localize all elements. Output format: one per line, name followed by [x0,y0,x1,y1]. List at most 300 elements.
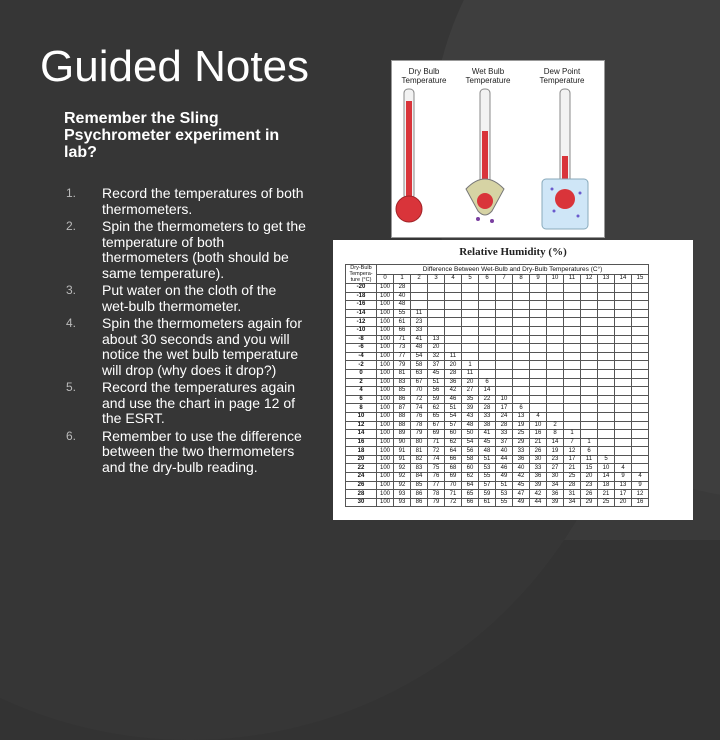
humidity-cell: 79 [411,430,428,439]
dry-bulb-temp-cell: -8 [346,335,377,344]
humidity-cell: 87 [394,404,411,413]
humidity-cell: 59 [479,490,496,499]
humidity-cell [581,387,598,396]
humidity-cell [462,344,479,353]
humidity-cell [530,326,547,335]
humidity-cell: 100 [377,498,394,507]
humidity-cell: 30 [530,455,547,464]
humidity-cell [581,301,598,310]
humidity-cell [581,404,598,413]
humidity-cell: 31 [564,490,581,499]
humidity-cell: 59 [428,395,445,404]
humidity-cell [598,378,615,387]
humidity-cell: 76 [428,473,445,482]
humidity-cell: 88 [394,412,411,421]
humidity-cell: 91 [394,455,411,464]
humidity-cell [598,361,615,370]
dry-bulb-temp-cell: 22 [346,464,377,473]
humidity-cell [632,284,649,293]
humidity-cell: 93 [394,490,411,499]
humidity-cell [462,284,479,293]
humidity-cell: 14 [479,387,496,396]
humidity-cell [445,335,462,344]
dry-bulb-label: Dry Bulb Temperature [401,67,447,85]
humidity-cell [547,412,564,421]
humidity-cell [632,318,649,327]
humidity-cell: 56 [428,387,445,396]
humidity-cell [564,284,581,293]
dry-bulb-temp-cell: -4 [346,352,377,361]
humidity-cell [632,344,649,353]
humidity-cell [615,284,632,293]
humidity-cell: 27 [462,387,479,396]
humidity-cell [479,352,496,361]
humidity-cell [479,309,496,318]
humidity-cell: 90 [394,438,411,447]
humidity-cell: 48 [394,301,411,310]
humidity-cell: 1 [564,430,581,439]
humidity-cell [615,292,632,301]
humidity-cell [598,352,615,361]
dry-bulb-temp-cell: -12 [346,318,377,327]
humidity-cell: 40 [513,464,530,473]
humidity-cell: 37 [428,361,445,370]
humidity-cell [530,344,547,353]
humidity-cell: 49 [513,498,530,507]
humidity-cell: 100 [377,490,394,499]
difference-column-header: 6 [479,274,496,284]
humidity-cell: 23 [547,455,564,464]
humidity-cell: 28 [564,481,581,490]
humidity-cell [581,421,598,430]
humidity-cell: 100 [377,335,394,344]
humidity-cell [513,326,530,335]
humidity-cell: 36 [445,378,462,387]
humidity-cell [479,318,496,327]
humidity-cell: 11 [445,352,462,361]
humidity-cell [530,361,547,370]
humidity-cell [445,284,462,293]
humidity-cell: 100 [377,369,394,378]
humidity-cell: 48 [462,421,479,430]
humidity-cell [615,430,632,439]
humidity-cell: 100 [377,318,394,327]
humidity-cell: 17 [496,404,513,413]
humidity-cell [632,464,649,473]
humidity-cell [530,335,547,344]
humidity-cell: 40 [394,292,411,301]
humidity-cell: 20 [428,344,445,353]
list-item [66,219,306,281]
humidity-cell: 20 [462,378,479,387]
humidity-cell: 100 [377,352,394,361]
humidity-cell [445,301,462,310]
table-row [346,301,649,310]
humidity-cell: 64 [445,447,462,456]
humidity-cell: 42 [530,490,547,499]
humidity-cell: 57 [445,421,462,430]
humidity-cell: 36 [547,490,564,499]
humidity-cell: 44 [530,498,547,507]
humidity-cell: 53 [496,490,513,499]
humidity-cell [632,292,649,301]
humidity-cell [445,292,462,301]
humidity-cell [632,395,649,404]
humidity-cell [496,318,513,327]
humidity-cell: 42 [445,387,462,396]
humidity-cell: 28 [479,404,496,413]
humidity-cell: 10 [496,395,513,404]
humidity-cell [513,344,530,353]
humidity-cell [615,318,632,327]
difference-column-header: 2 [411,274,428,284]
humidity-cell [462,292,479,301]
humidity-cell [496,378,513,387]
difference-column-header: 15 [632,274,649,284]
row-header: Dry-Bulb Tempera-ture (°C) [346,265,377,284]
humidity-cell: 25 [598,498,615,507]
humidity-cell: 85 [411,481,428,490]
humidity-cell [598,412,615,421]
humidity-cell [547,318,564,327]
humidity-cell: 4 [530,412,547,421]
humidity-cell: 4 [632,473,649,482]
humidity-cell [615,395,632,404]
humidity-cell: 88 [394,421,411,430]
humidity-cell [598,326,615,335]
humidity-cell: 100 [377,361,394,370]
humidity-cell: 7 [564,438,581,447]
humidity-cell [496,352,513,361]
humidity-cell [598,369,615,378]
chart-title: Relative Humidity (%) [459,246,567,258]
humidity-cell: 80 [411,438,428,447]
humidity-cell: 67 [428,421,445,430]
humidity-cell [530,309,547,318]
humidity-cell [496,387,513,396]
difference-column-header: 12 [581,274,598,284]
table-row [346,387,649,396]
humidity-cell: 54 [411,352,428,361]
humidity-cell: 86 [411,490,428,499]
humidity-cell [615,361,632,370]
humidity-cell: 30 [547,473,564,482]
humidity-cell [598,438,615,447]
humidity-cell: 39 [530,481,547,490]
humidity-cell [615,447,632,456]
humidity-cell: 51 [445,404,462,413]
humidity-cell: 73 [394,344,411,353]
humidity-cell: 100 [377,395,394,404]
list-item [66,186,306,217]
humidity-cell: 33 [530,464,547,473]
humidity-cell [547,352,564,361]
humidity-cell: 13 [428,335,445,344]
humidity-cell: 13 [615,481,632,490]
humidity-cell [598,309,615,318]
dry-bulb-temp-cell: -14 [346,309,377,318]
table-row [346,378,649,387]
humidity-cell: 11 [411,309,428,318]
difference-column-header: 8 [513,274,530,284]
humidity-cell [513,335,530,344]
humidity-cell: 100 [377,421,394,430]
humidity-cell: 28 [394,284,411,293]
humidity-table [345,264,649,507]
table-row [346,473,649,482]
humidity-cell [462,335,479,344]
humidity-cell [428,301,445,310]
humidity-cell: 14 [547,438,564,447]
humidity-cell: 23 [581,481,598,490]
humidity-cell: 26 [530,447,547,456]
humidity-cell: 51 [496,481,513,490]
table-row [346,309,649,318]
humidity-cell [462,318,479,327]
humidity-cell: 21 [530,438,547,447]
humidity-cell [496,284,513,293]
humidity-cell: 76 [411,412,428,421]
humidity-cell: 65 [428,412,445,421]
humidity-cell [428,284,445,293]
humidity-cell: 100 [377,430,394,439]
humidity-cell [564,412,581,421]
humidity-cell: 60 [445,430,462,439]
humidity-cell: 55 [479,473,496,482]
humidity-cell: 24 [496,412,513,421]
humidity-cell [564,292,581,301]
humidity-cell [632,352,649,361]
humidity-cell [530,318,547,327]
humidity-cell [632,301,649,310]
humidity-cell [632,438,649,447]
humidity-cell: 54 [462,438,479,447]
humidity-cell [581,335,598,344]
table-row [346,438,649,447]
humidity-cell [632,369,649,378]
table-row [346,335,649,344]
table-row [346,412,649,421]
humidity-cell: 72 [445,498,462,507]
humidity-cell: 36 [530,473,547,482]
humidity-cell [547,404,564,413]
humidity-cell [564,335,581,344]
humidity-cell: 41 [411,335,428,344]
humidity-cell: 57 [479,481,496,490]
humidity-cell: 100 [377,326,394,335]
humidity-cell: 92 [394,464,411,473]
humidity-cell: 26 [581,490,598,499]
wet-bulb [477,193,493,209]
humidity-cell [547,369,564,378]
humidity-cell [479,361,496,370]
humidity-cell [598,344,615,353]
humidity-cell [581,352,598,361]
humidity-cell [496,335,513,344]
humidity-cell: 18 [598,481,615,490]
list-text: Record the temperatures again and use the chart in page 12 of the ESRT. [102,379,296,426]
humidity-cell: 37 [496,438,513,447]
list-number: 4. [66,316,77,330]
humidity-cell [564,326,581,335]
humidity-cell: 82 [411,455,428,464]
humidity-cell: 10 [530,421,547,430]
humidity-cell: 38 [479,421,496,430]
humidity-cell [411,301,428,310]
humidity-cell: 58 [411,361,428,370]
humidity-cell: 64 [462,481,479,490]
thermometer-drawing [392,61,604,237]
list-text: Put water on the cloth of the wet-bulb thermometer. [102,282,277,314]
humidity-cell [479,284,496,293]
humidity-cell [547,301,564,310]
humidity-cell: 71 [394,335,411,344]
humidity-cell: 11 [581,455,598,464]
humidity-cell [530,292,547,301]
dry-bulb-temp-cell: 14 [346,430,377,439]
table-row [346,455,649,464]
humidity-cell [598,318,615,327]
humidity-cell: 25 [564,473,581,482]
humidity-cell: 81 [411,447,428,456]
humidity-cell: 43 [462,412,479,421]
humidity-cell [598,301,615,310]
humidity-cell: 83 [411,464,428,473]
dry-bulb-temp-cell: 12 [346,421,377,430]
list-number: 3. [66,283,77,297]
humidity-cell [598,284,615,293]
humidity-cell: 61 [394,318,411,327]
humidity-cell: 85 [394,387,411,396]
humidity-cell: 70 [411,387,428,396]
dry-bulb-temp-cell: 26 [346,481,377,490]
humidity-cell: 50 [462,430,479,439]
humidity-cell: 78 [411,421,428,430]
humidity-cell: 92 [394,473,411,482]
humidity-cell: 62 [445,438,462,447]
humidity-cell: 71 [445,490,462,499]
humidity-cell: 14 [598,473,615,482]
humidity-cell [547,395,564,404]
dry-bulb-temp-cell: 20 [346,455,377,464]
humidity-cell: 41 [479,430,496,439]
table-row [346,481,649,490]
humidity-cell [530,378,547,387]
humidity-cell: 100 [377,378,394,387]
humidity-cell: 36 [513,455,530,464]
humidity-cell: 28 [496,421,513,430]
humidity-cell [513,309,530,318]
humidity-cell: 16 [530,430,547,439]
dry-bulb-temp-cell: -10 [346,326,377,335]
humidity-cell [564,361,581,370]
humidity-cell: 100 [377,387,394,396]
humidity-cell: 100 [377,292,394,301]
humidity-cell: 100 [377,412,394,421]
humidity-cell [632,387,649,396]
humidity-cell: 32 [428,352,445,361]
humidity-cell: 46 [445,395,462,404]
humidity-cell [479,326,496,335]
humidity-cell [547,326,564,335]
humidity-cell [564,404,581,413]
humidity-cell: 45 [513,481,530,490]
dry-bulb-temp-cell: 24 [346,473,377,482]
humidity-cell: 23 [411,318,428,327]
dry-bulb-temp-cell: 28 [346,490,377,499]
humidity-cell [428,309,445,318]
dry-bulb-temp-cell: -6 [346,344,377,353]
humidity-cell [598,404,615,413]
humidity-cell: 19 [547,447,564,456]
humidity-cell [428,318,445,327]
humidity-cell [547,292,564,301]
humidity-cell: 100 [377,481,394,490]
list-number: 6. [66,428,77,443]
humidity-cell: 22 [479,395,496,404]
humidity-cell: 67 [411,378,428,387]
humidity-cell [411,292,428,301]
relative-humidity-chart [333,240,693,520]
humidity-cell [445,309,462,318]
humidity-cell: 12 [564,447,581,456]
humidity-cell: 40 [496,447,513,456]
humidity-cell: 34 [564,498,581,507]
humidity-cell [564,369,581,378]
humidity-cell: 45 [428,369,445,378]
humidity-cell: 75 [428,464,445,473]
humidity-cell [496,292,513,301]
humidity-cell [496,301,513,310]
humidity-cell [547,344,564,353]
humidity-cell: 100 [377,344,394,353]
humidity-cell [581,284,598,293]
table-row [346,344,649,353]
humidity-cell: 15 [581,464,598,473]
humidity-cell [530,284,547,293]
humidity-cell: 66 [462,498,479,507]
list-text: Spin the thermometers again for about 30 seconds and you will notice the wet bulb temperature will drop (why does it drop?) [102,315,302,378]
table-row [346,352,649,361]
list-item [66,316,306,378]
humidity-cell [581,361,598,370]
table-row [346,498,649,507]
dry-bulb-temp-cell: 18 [346,447,377,456]
humidity-cell: 55 [394,309,411,318]
humidity-cell [547,387,564,396]
humidity-cell: 83 [394,378,411,387]
humidity-cell: 48 [479,447,496,456]
humidity-cell: 20 [581,473,598,482]
difference-column-header: 10 [547,274,564,284]
list-number: 5. [66,380,77,394]
humidity-cell: 100 [377,455,394,464]
humidity-cell [547,284,564,293]
humidity-cell [496,361,513,370]
humidity-cell [564,387,581,396]
humidity-cell [632,412,649,421]
difference-column-header: 7 [496,274,513,284]
difference-column-header: 4 [445,274,462,284]
humidity-cell: 66 [445,455,462,464]
humidity-cell [513,378,530,387]
table-row [346,292,649,301]
humidity-cell [496,344,513,353]
humidity-cell: 11 [462,369,479,378]
humidity-cell: 39 [547,498,564,507]
humidity-cell [632,447,649,456]
humidity-cell: 33 [513,447,530,456]
